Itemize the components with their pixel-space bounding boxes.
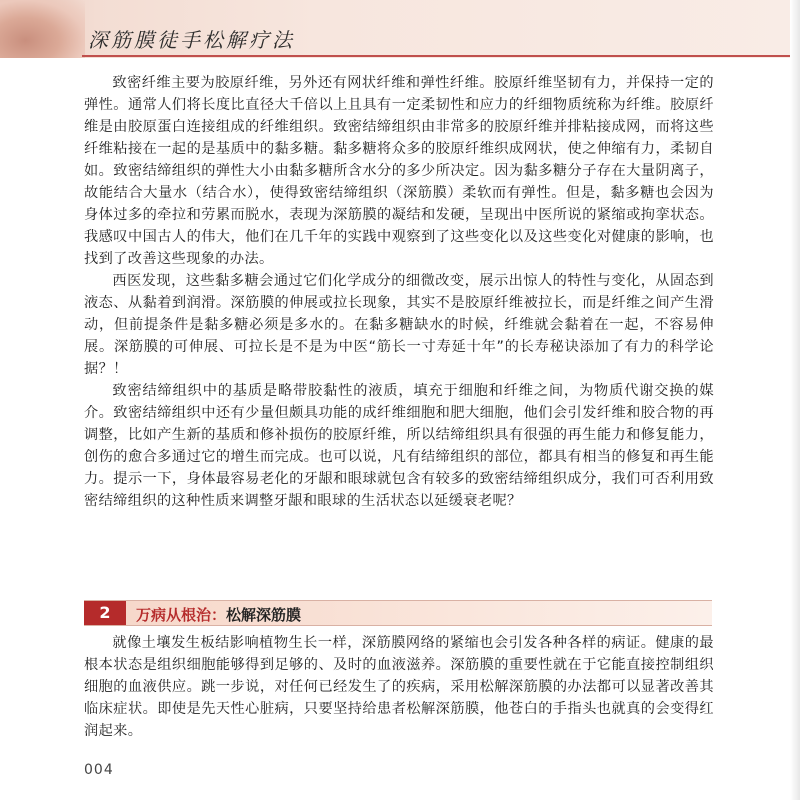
- header-photo: [0, 0, 85, 58]
- section-number: 2: [84, 601, 126, 625]
- running-header-title: 深筋膜徒手松解疗法: [88, 28, 295, 52]
- section-paragraph-1: 就像土壤发生板结影响植物生长一样，深筋膜网络的紧缩也会引发各种各样的病证。健康的最根本状态是组织细胞能够得到足够的、及时的血液滋养。深筋膜的重要性就在于它能直接控制组织细胞的血液供应。跳一步说，对任何已经发生了的疾病，采用松解深筋膜的办法都可以显著改善其临床症状。即使是先天性心脏病，只要坚持给患者松解深筋膜，他苍白的手指头也就真的会变得红润起来。: [84, 635, 714, 739]
- section-title: [136, 604, 301, 625]
- page-spine-shadow: [790, 0, 800, 800]
- section-body-text: [84, 632, 714, 742]
- section-heading: [84, 600, 712, 626]
- paragraph-2: 西医发现，这些黏多糖会通过它们化学成分的细微改变，展示出惊人的特性与变化，从固态到液态、从黏着到润滑。深筋膜的伸展或拉长现象，其实不是胶原纤维被拉长，而是纤维之间产生滑动，但前提条件是黏多糖必须是多水的。在黏多糖缺水的时候，纤维就会黏着在一起，不容易伸展。深筋膜的可伸展、可拉长是不是为中医“筋长一寸寿延十年”的长寿秘诀添加了有力的科学论据？！: [84, 273, 714, 377]
- page-number: 004: [84, 762, 114, 778]
- header-rule: [82, 55, 800, 57]
- paragraph-3: 致密结缔组织中的基质是略带胶黏性的液质，填充于细胞和纤维之间，为物质代谢交换的媒介。致密结缔组织中还有少量但颇具功能的成纤维细胞和肥大细胞，他们会引发纤维和胶合物的再调整，比如产生新的基质和修补损伤的胶原纤维，所以结缔组织具有很强的再生能力和修复能力，创伤的愈合多通过它的增生而完成。也可以说，凡有结缔组织的部位，都具有相当的修复和再生能力。提示一下，身体最容易老化的牙龈和眼球就包含有较多的致密结缔组织成分，我们可否利用致密结缔组织的这种性质来调整牙龈和眼球的生活状态以延缓衰老呢？: [84, 383, 714, 509]
- paragraph-1: 致密纤维主要为胶原纤维，另外还有网状纤维和弹性纤维。胶原纤维坚韧有力，并保持一定的弹性。通常人们将长度比直径大千倍以上且具有一定柔韧性和应力的纤细物质统称为纤维。胶原纤维是由胶原蛋白连接组成的纤维组织。致密结缔组织由非常多的胶原纤维并排粘接成网，而将这些纤维粘接在一起的是基质中的黏多糖。黏多糖将众多的胶原纤维织成网状，使之伸缩有力，柔韧自如。致密结缔组织的弹性大小由黏多糖所含水分的多少所决定。因为黏多糖分子存在大量阴离子，故能结合大量水（结合水），使得致密结缔组织（深筋膜）柔软而有弹性。但是，黏多糖也会因为身体过多的牵拉和劳累而脱水，表现为深筋膜的凝结和发硬，呈现出中医所说的紧缩或拘挛状态。我感叹中国古人的伟大，他们在几千年的实践中观察到了这些变化以及这些变化对健康的影响，也找到了改善这些现象的办法。: [84, 75, 714, 267]
- body-text: [84, 72, 714, 512]
- section-title-emphasis: 万病从根治：: [136, 606, 227, 624]
- section-title-rest: 松解深筋膜: [226, 606, 302, 624]
